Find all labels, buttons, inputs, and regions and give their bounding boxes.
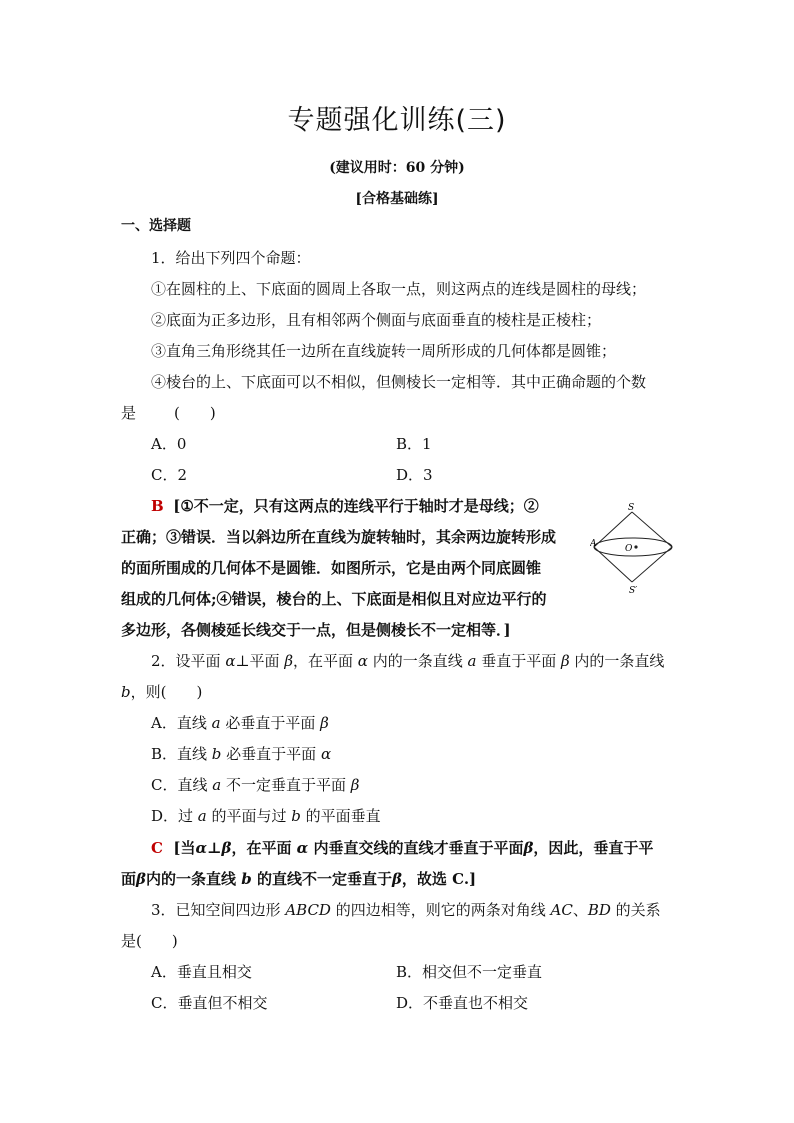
q1-explanation-2: 正确；③错误．当以斜边所在直线为旋转轴时，其余两边旋转形成 [121,528,557,546]
q1-explanation-3: 的面所围成的几何体不是圆锥．如图所示，它是由两个同底圆锥 [121,559,542,577]
q1-option-b: B．1 [396,435,432,453]
q2-option-a: A．直线 a 必垂直于平面 β [151,714,329,732]
q2-option-d: D．过 a 的平面与过 b 的平面垂直 [151,807,381,825]
figure-edge-upper-left [594,512,632,547]
q1-statement-2: ②底面为正多边形，且有相邻两个侧面与底面垂直的棱柱是正棱柱； [151,311,602,329]
q1-paren: ( ) [174,404,216,422]
q2-explanation-1: C [当α⊥β，在平面 α 内垂直交线的直线才垂直于平面β，因此，垂直于平 [151,839,654,857]
q3-stem-2: 是( ) [121,932,178,950]
figure-base-ellipse [594,538,672,556]
q3-option-c: C．垂直但不相交 [151,994,268,1012]
q2-stem-1: 2．设平面 α⊥平面 β，在平面 α 内的一条直线 a 垂直于平面 β 内的一条直线 [151,652,665,670]
page-title: 专题强化训练(三) [287,105,507,136]
q1-option-c: C．2 [151,466,188,484]
section-heading: 一、选择题 [121,218,191,234]
q1-stem-end [121,403,216,423]
figure-label-a: A [590,539,597,549]
q2-option-c: C．直线 a 不一定垂直于平面 β [151,776,360,794]
figure-label-o: O [625,544,633,554]
figure-center-point [634,545,637,548]
q1-answer: B [151,497,164,515]
q3-option-b: B．相交但不一定垂直 [396,963,543,981]
q1-statement-4: ④棱台的上、下底面可以不相似，但侧棱长一定相等．其中正确命题的个数 [151,373,647,391]
q1-explanation-1: B [①不一定，只有这两点的连线平行于轴时才是母线；② [151,497,539,515]
double-cone-figure [590,502,680,594]
q1-stem-tail: 是 [121,404,137,422]
q2-stem-2: b，则( ) [121,683,203,701]
q3-option-a: A．垂直且相交 [151,963,252,981]
q2-explanation-2: 面β内的一条直线 b 的直线不一定垂直于β，故选 C.] [121,870,477,888]
q3-option-d: D．不垂直也不相交 [396,994,529,1012]
q1-statement-1: ①在圆柱的上、下底面的圆周上各取一点，则这两点的连线是圆柱的母线； [151,280,647,298]
time-suggestion: (建议用时：60 分钟) [329,160,465,176]
q2-option-b: B．直线 b 必垂直于平面 α [151,745,332,763]
figure-label-s-prime: S′ [629,586,638,594]
q2-answer: C [151,839,163,857]
q1-stem: 1．给出下列四个命题： [151,249,311,267]
q1-explanation-5: 多边形，各侧棱延长线交于一点，但是侧棱长不一定相等．] [121,621,511,639]
figure-label-s: S [628,503,635,513]
q1-statement-3: ③直角三角形绕其任一边所在直线旋转一周所形成的几何体都是圆锥； [151,342,617,360]
q1-option-d: D．3 [396,466,433,484]
q3-stem-1: 3．已知空间四边形 ABCD 的四边相等，则它的两条对角线 AC、BD 的关系 [151,901,661,919]
q1-explanation-4: 组成的几何体;④错误，棱台的上、下底面是相似且对应边平行的 [121,590,547,608]
level-heading: [合格基础练] [355,191,439,207]
q1-option-a: A．0 [151,435,187,453]
